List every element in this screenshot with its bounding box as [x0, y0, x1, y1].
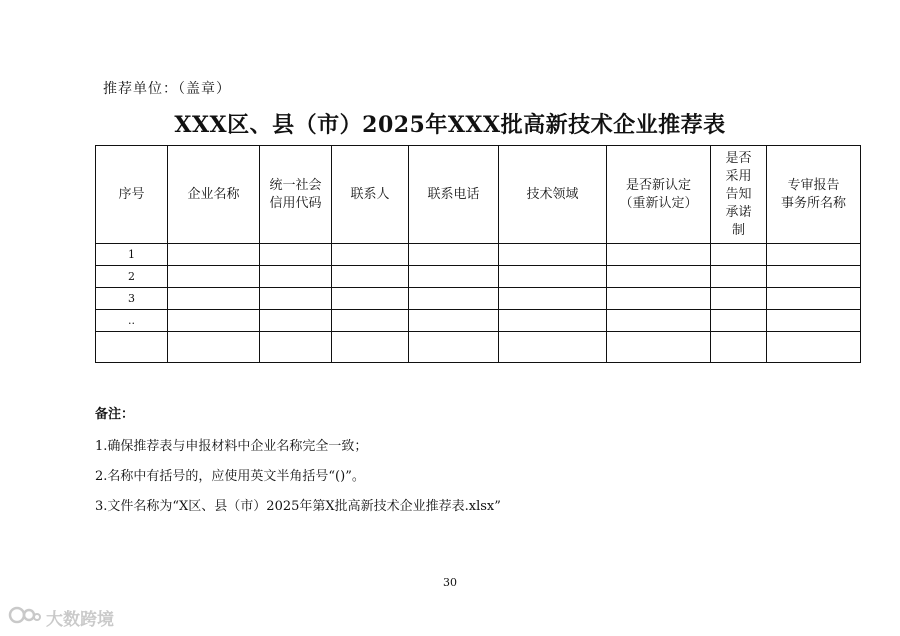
logo-icon: [8, 604, 42, 631]
table-cell[interactable]: [168, 266, 260, 288]
table-cell[interactable]: [332, 244, 409, 266]
table-cell[interactable]: [607, 332, 711, 363]
column-header-contact-person: 联系人: [332, 146, 409, 244]
table-cell[interactable]: [607, 244, 711, 266]
column-header-audit-firm: 专审报告 事务所名称: [767, 146, 861, 244]
table-cell[interactable]: [260, 244, 332, 266]
table-cell[interactable]: [767, 244, 861, 266]
table-cell-serial[interactable]: ..: [96, 310, 168, 332]
note-item: 3.文件名称为“X区、县（市）2025年第X批高新技术企业推荐表.xlsx”: [95, 499, 501, 514]
table-cell[interactable]: [499, 310, 607, 332]
table-cell[interactable]: [260, 266, 332, 288]
column-header-company-name: 企业名称: [168, 146, 260, 244]
table-cell[interactable]: [607, 310, 711, 332]
table-cell[interactable]: [607, 266, 711, 288]
table-cell[interactable]: [767, 288, 861, 310]
table-cell[interactable]: [767, 332, 861, 363]
table-cell[interactable]: [168, 244, 260, 266]
table-cell[interactable]: [499, 332, 607, 363]
table-cell[interactable]: [499, 244, 607, 266]
table-cell[interactable]: [260, 288, 332, 310]
table-cell-serial[interactable]: 2: [96, 266, 168, 288]
table-cell[interactable]: [409, 288, 499, 310]
table-cell[interactable]: [260, 332, 332, 363]
table-cell[interactable]: [499, 266, 607, 288]
table-cell[interactable]: [168, 310, 260, 332]
table-cell[interactable]: [499, 288, 607, 310]
table-cell[interactable]: [332, 266, 409, 288]
table-cell[interactable]: [767, 310, 861, 332]
document-title: XXX区、县（市）2025年XXX批高新技术企业推荐表: [174, 112, 726, 138]
table-cell[interactable]: [767, 266, 861, 288]
notes-title: 备注：: [95, 407, 135, 422]
table-cell[interactable]: [168, 332, 260, 363]
table-cell[interactable]: [260, 310, 332, 332]
table-cell[interactable]: [711, 266, 767, 288]
table-cell[interactable]: [409, 332, 499, 363]
table-cell[interactable]: [332, 332, 409, 363]
table-row: [96, 310, 861, 332]
column-header-credit-code: 统一社会 信用代码: [260, 146, 332, 244]
table-row: [96, 332, 861, 363]
column-header-commitment: 是否 采用 告知 承诺 制: [711, 146, 767, 244]
table-cell[interactable]: [711, 332, 767, 363]
table-cell[interactable]: [409, 244, 499, 266]
table-cell[interactable]: [409, 310, 499, 332]
table-cell[interactable]: [711, 244, 767, 266]
table-cell[interactable]: [607, 288, 711, 310]
table-row: [96, 244, 861, 266]
watermark: [8, 604, 114, 631]
note-item: 2.名称中有括号的，应使用英文半角括号“()”。: [95, 469, 365, 484]
watermark-text: 大数跨境: [46, 610, 114, 630]
column-header-serial: 序号: [96, 146, 168, 244]
table-cell[interactable]: [711, 288, 767, 310]
recommendation-table: [95, 145, 861, 363]
table-cell-serial[interactable]: 1: [96, 244, 168, 266]
column-header-tech-field: 技术领域: [499, 146, 607, 244]
column-header-phone: 联系电话: [409, 146, 499, 244]
table-cell-serial[interactable]: 3: [96, 288, 168, 310]
recommending-unit-label: 推荐单位：（盖章）: [103, 81, 231, 97]
notes-section: [95, 405, 501, 527]
page-number: 30: [443, 576, 457, 589]
table-header-row: [96, 146, 861, 244]
table-cell-serial[interactable]: [96, 332, 168, 363]
note-item: 1.确保推荐表与申报材料中企业名称完全一致；: [95, 439, 368, 454]
table-cell[interactable]: [711, 310, 767, 332]
table-cell[interactable]: [168, 288, 260, 310]
table-cell[interactable]: [409, 266, 499, 288]
column-header-new-certification: 是否新认定 （重新认定）: [607, 146, 711, 244]
table-row: [96, 266, 861, 288]
table-cell[interactable]: [332, 288, 409, 310]
table-row: [96, 288, 861, 310]
table-cell[interactable]: [332, 310, 409, 332]
